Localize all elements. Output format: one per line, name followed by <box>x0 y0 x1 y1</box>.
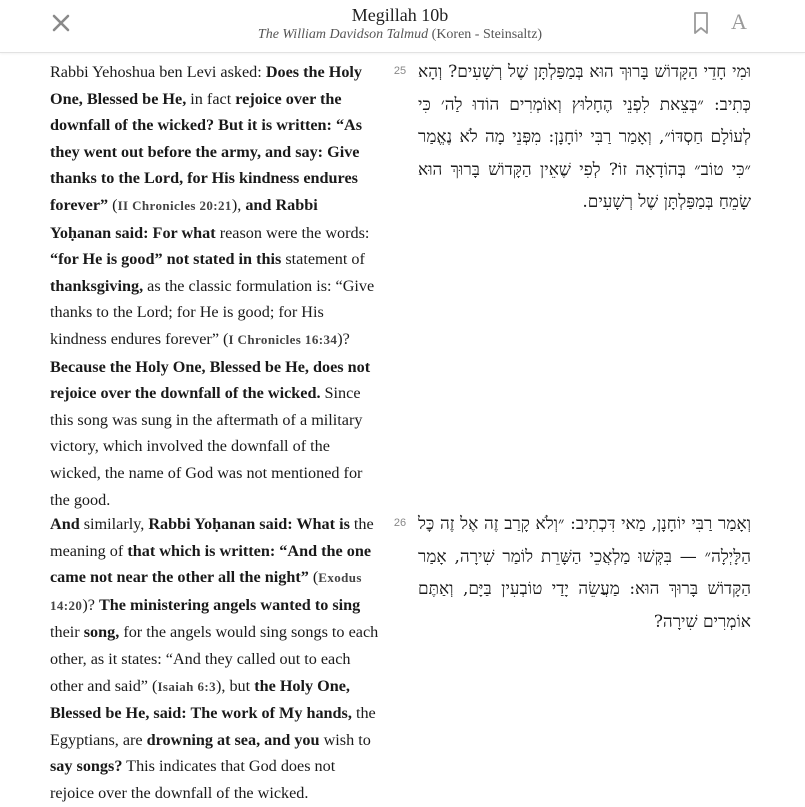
text-run: the Egyptians, are <box>50 704 376 749</box>
text-run: similarly, <box>79 515 149 533</box>
bold-run: rejoice over the downfall of the wicked? But it is written: “As they went out before the army, and say: Give thanks to the Lord, for His kindness endures forever” <box>50 89 363 214</box>
text-run: ( <box>108 195 118 214</box>
font-size-button[interactable]: A <box>731 9 747 34</box>
bold-run: “for He is good” not stated in this <box>50 250 282 269</box>
page-title: Megillah 10b <box>351 5 449 25</box>
segment-25[interactable] <box>0 59 805 509</box>
text-run: ), <box>231 195 246 214</box>
text-run: )? <box>82 595 99 614</box>
bookmark-button[interactable] <box>690 11 712 35</box>
english-text <box>50 59 382 513</box>
bold-run: Rabbi Yoḥanan said: What is <box>148 515 350 533</box>
close-icon <box>48 10 76 38</box>
text-run: statement of <box>281 250 365 269</box>
bold-run: the Holy One, Blessed be He, said: The work of My hands, <box>50 676 352 723</box>
text-run: ), but <box>215 676 255 695</box>
text-run: reason were the words: <box>215 223 370 242</box>
close-button[interactable] <box>48 10 76 38</box>
text-run: )? <box>337 329 350 348</box>
bold-run: Does the Holy One, Blessed be He, <box>50 63 363 108</box>
citation-ref[interactable]: I Chronicles 16:34 <box>228 331 338 347</box>
hebrew-text: וְאָמַר רַבִּי יוֹחָנָן, מַאי דִּכְתִיב: ״וְלֹא קָרַב זֶה אֶל זֶה כׇּל הַלָּיְלָה״ — בִּקְּשׁוּ מַלְאֲכֵי הַשָּׁרֵת לוֹמַר שִׁירָה, אָמַר הַקָּדוֹשׁ בָּרוּךְ הוּא: מַעֲשֵׂה יָדַי טוֹבְעִין בַּיָּם, וְאַתֶּם אוֹמְרִים שִׁירָה? <box>418 514 751 632</box>
version-subtitle <box>200 26 600 44</box>
text-run: in fact <box>186 89 236 108</box>
text-run: the meaning of <box>50 515 374 560</box>
bold-run: And <box>50 515 80 533</box>
bold-run: drowning at sea, and you <box>146 730 320 749</box>
bold-run: The ministering angels wanted to sing <box>98 595 361 614</box>
bold-run: say songs? <box>50 757 123 776</box>
text-run: wish to <box>319 730 371 749</box>
title-block <box>200 5 600 44</box>
segment-number: 26 <box>393 517 407 529</box>
text-run: Since this song was sung in the aftermath of a military victory, which involved the downfall of the wicked, the name of God was not mentioned for the good. <box>50 384 363 509</box>
citation-ref[interactable]: Exodus 14:20 <box>50 570 362 613</box>
text-run: their <box>50 623 84 642</box>
bookmark-icon <box>690 11 712 35</box>
top-bar <box>0 0 805 53</box>
bold-run: and Rabbi Yoḥanan said: For what <box>50 195 318 242</box>
version-title: The William Davidson Talmud <box>257 27 429 42</box>
english-text <box>50 511 382 807</box>
text-run: ( <box>308 568 319 587</box>
text-run: This indicates that God does not rejoice over the downfall of the wicked. <box>50 757 336 802</box>
bold-run: that which is written: “And the one came not near the other all the night” <box>50 541 372 587</box>
citation-ref[interactable]: II Chronicles 20:21 <box>117 197 232 213</box>
bold-run: song, <box>83 623 120 642</box>
version-publisher: (Koren - Steinsaltz) <box>428 27 543 42</box>
text-run: Rabbi Yehoshua ben Levi asked: <box>50 63 266 81</box>
bold-run: thanksgiving, <box>50 276 144 295</box>
hebrew-text: וּמִי חָדֵי הַקָּדוֹשׁ בָּרוּךְ הוּא בְּמַפַּלְתָּן שֶׁל רְשָׁעִים? וְהָא כְּתִיב: ״בְּצֵאת לִפְנֵי הֶחָלוּץ וְאוֹמְרִים הוֹדוּ לַה׳ כִּי לְעוֹלָם חַסְדּוֹ״, וְאָמַר רַבִּי יוֹחָנָן: מִפְּנֵי מָה לֹא נֶאֱמַר ״כִּי טוֹב״ בְּהוֹדָאָה זוֹ? לְפִי שֶׁאֵין הַקָּדוֹשׁ בָּרוּךְ הוּא שָׂמֵחַ בְּמַפַּלְתָּן שֶׁל רְשָׁעִים. <box>418 62 751 212</box>
text-run: as the classic formulation is: “Give thanks to the Lord; for He is good; for His kindness endures forever” ( <box>50 276 375 348</box>
text-run: for the angels would sing songs to each other, as it states: “And they called out to each other and said” ( <box>50 623 379 695</box>
segment-number: 25 <box>393 65 407 77</box>
citation-ref[interactable]: Isaiah 6:3 <box>157 678 216 694</box>
segment-26[interactable] <box>0 511 805 803</box>
bold-run: Because the Holy One, Blessed be He, does not rejoice over the downfall of the wicked. <box>50 357 371 403</box>
